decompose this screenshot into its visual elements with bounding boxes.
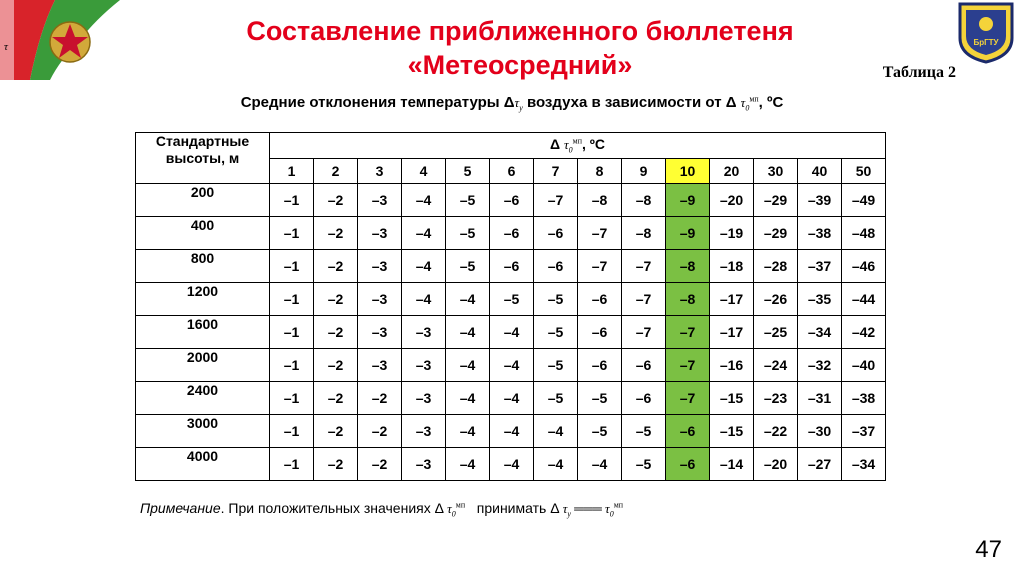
svg-text:БрГТУ: БрГТУ [973,38,999,47]
value-cell: –2 [314,349,358,382]
value-cell: –6 [622,349,666,382]
value-cell: –8 [666,283,710,316]
value-cell: –7 [666,349,710,382]
value-cell: –25 [754,316,798,349]
tau-y-symbol: $\tau_у$ [514,95,523,113]
value-cell: –1 [270,283,314,316]
value-cell: –4 [578,448,622,481]
value-cell: –3 [402,349,446,382]
column-header: 4 [402,159,446,184]
value-cell: –34 [842,448,886,481]
value-cell: –19 [710,217,754,250]
row-header: Стандартные высоты, м [136,133,270,184]
value-cell: –4 [446,349,490,382]
value-cell: –5 [578,382,622,415]
column-header: 6 [490,159,534,184]
tau-y-equals-tau-0-symbol: $\tau_у$ ═══ $\tau_0^{мп}$ [562,500,624,519]
value-cell: –6 [578,283,622,316]
value-cell: –20 [754,448,798,481]
column-header: 3 [358,159,402,184]
value-cell: –2 [314,382,358,415]
slide-title [160,14,880,82]
value-cell: –8 [622,184,666,217]
column-header: 8 [578,159,622,184]
value-cell: –2 [314,250,358,283]
value-cell: –17 [710,283,754,316]
table-caption: Средние отклонения температуры $\Delta\tau_у$ воздуха в зависимости от Δ $\tau_0^{мп}$, ºС [240,94,784,113]
value-cell: –1 [270,349,314,382]
value-cell: –38 [798,217,842,250]
value-cell: –4 [402,184,446,217]
height-cell: 4000 [136,448,270,481]
value-cell: –4 [446,415,490,448]
table-row [136,283,886,316]
table-row [136,349,886,382]
value-cell: –1 [270,382,314,415]
table-row [136,415,886,448]
column-header: 10 [666,159,710,184]
value-cell: –16 [710,349,754,382]
value-cell: –7 [534,184,578,217]
value-cell: –6 [666,448,710,481]
delta-header: Δ $\tau_0^{мп}$, ºС [270,133,886,159]
value-cell: –4 [534,415,578,448]
value-cell: –7 [622,283,666,316]
value-cell: –17 [710,316,754,349]
value-cell: –15 [710,415,754,448]
column-header: 9 [622,159,666,184]
value-cell: –5 [446,250,490,283]
svg-text:τ: τ [4,41,8,53]
value-cell: –7 [622,316,666,349]
table-note: Примечание. При положительных значениях Δ $\tau_0^{мп}$ принимать Δ $\tau_у$ ═══ $\tau_0^{мп}$ [140,500,624,519]
value-cell: –3 [358,283,402,316]
value-cell: –4 [490,448,534,481]
value-cell: –5 [490,283,534,316]
title-line-1: Составление приближенного бюллетеня [246,16,794,46]
value-cell: –6 [578,349,622,382]
value-cell: –8 [622,217,666,250]
value-cell: –5 [622,448,666,481]
value-cell: –6 [490,184,534,217]
value-cell: –2 [314,283,358,316]
column-header: 2 [314,159,358,184]
value-cell: –1 [270,415,314,448]
value-cell: –20 [710,184,754,217]
value-cell: –7 [578,217,622,250]
height-cell: 400 [136,217,270,250]
value-cell: –2 [314,184,358,217]
table-row [136,316,886,349]
value-cell: –6 [490,217,534,250]
value-cell: –3 [358,217,402,250]
value-cell: –5 [534,382,578,415]
height-cell: 2400 [136,382,270,415]
table-row [136,217,886,250]
value-cell: –3 [358,316,402,349]
value-cell: –22 [754,415,798,448]
value-cell: –3 [402,316,446,349]
value-cell: –4 [402,283,446,316]
value-cell: –39 [798,184,842,217]
value-cell: –6 [666,415,710,448]
value-cell: –2 [314,448,358,481]
value-cell: –48 [842,217,886,250]
value-cell: –37 [798,250,842,283]
value-cell: –1 [270,250,314,283]
value-cell: –3 [358,250,402,283]
height-cell: 200 [136,184,270,217]
value-cell: –18 [710,250,754,283]
value-cell: –4 [446,448,490,481]
table-row [136,382,886,415]
value-cell: –4 [490,349,534,382]
value-cell: –4 [490,316,534,349]
value-cell: –4 [402,250,446,283]
value-cell: –24 [754,349,798,382]
table-label: Таблица 2 [882,64,956,81]
value-cell: –5 [534,349,578,382]
value-cell: –6 [534,250,578,283]
table-row [136,184,886,217]
value-cell: –1 [270,217,314,250]
column-header: 1 [270,159,314,184]
value-cell: –3 [358,349,402,382]
value-cell: –4 [490,415,534,448]
tau-0-mp-symbol: $\tau_0^{мп}$ [447,500,466,519]
value-cell: –1 [270,448,314,481]
value-cell: –4 [446,283,490,316]
value-cell: –2 [314,217,358,250]
height-cell: 3000 [136,415,270,448]
value-cell: –44 [842,283,886,316]
column-header: 5 [446,159,490,184]
value-cell: –5 [534,316,578,349]
value-cell: –7 [578,250,622,283]
value-cell: –1 [270,316,314,349]
value-cell: –38 [842,382,886,415]
temperature-deviation-table [135,132,886,481]
value-cell: –14 [710,448,754,481]
value-cell: –2 [358,448,402,481]
value-cell: –7 [622,250,666,283]
height-cell: 1600 [136,316,270,349]
value-cell: –23 [754,382,798,415]
value-cell: –2 [314,415,358,448]
value-cell: –7 [666,382,710,415]
value-cell: –6 [534,217,578,250]
value-cell: –5 [622,415,666,448]
value-cell: –2 [358,415,402,448]
value-cell: –15 [710,382,754,415]
height-cell: 2000 [136,349,270,382]
value-cell: –3 [358,184,402,217]
value-cell: –32 [798,349,842,382]
university-emblem [954,0,1018,64]
value-cell: –2 [314,316,358,349]
value-cell: –27 [798,448,842,481]
table-row [136,250,886,283]
value-cell: –4 [490,382,534,415]
value-cell: –35 [798,283,842,316]
value-cell: –3 [402,415,446,448]
value-cell: –2 [358,382,402,415]
page-number: 47 [975,536,1002,563]
value-cell: –6 [490,250,534,283]
value-cell: –29 [754,184,798,217]
value-cell: –34 [798,316,842,349]
column-header: 7 [534,159,578,184]
value-cell: –3 [402,382,446,415]
height-cell: 1200 [136,283,270,316]
value-cell: –5 [578,415,622,448]
value-cell: –4 [402,217,446,250]
value-cell: –4 [446,382,490,415]
value-cell: –4 [446,316,490,349]
value-cell: –6 [578,316,622,349]
value-cell: –1 [270,184,314,217]
value-cell: –9 [666,184,710,217]
tau-0-mp-symbol: $\tau_0^{мп}$ [740,94,759,113]
value-cell: –46 [842,250,886,283]
value-cell: –30 [798,415,842,448]
value-cell: –31 [798,382,842,415]
value-cell: –7 [666,316,710,349]
column-header: 30 [754,159,798,184]
column-header: 50 [842,159,886,184]
value-cell: –26 [754,283,798,316]
value-cell: –40 [842,349,886,382]
height-cell: 800 [136,250,270,283]
value-cell: –4 [534,448,578,481]
value-cell: –9 [666,217,710,250]
value-cell: –5 [446,184,490,217]
value-cell: –29 [754,217,798,250]
table-row [136,448,886,481]
value-cell: –5 [446,217,490,250]
value-cell: –42 [842,316,886,349]
value-cell: –8 [666,250,710,283]
value-cell: –28 [754,250,798,283]
value-cell: –6 [622,382,666,415]
value-cell: –3 [402,448,446,481]
flag-decoration [0,0,120,80]
title-line-2: «Метеосредний» [407,50,633,80]
column-header: 40 [798,159,842,184]
value-cell: –8 [578,184,622,217]
value-cell: –37 [842,415,886,448]
value-cell: –49 [842,184,886,217]
value-cell: –5 [534,283,578,316]
column-header: 20 [710,159,754,184]
